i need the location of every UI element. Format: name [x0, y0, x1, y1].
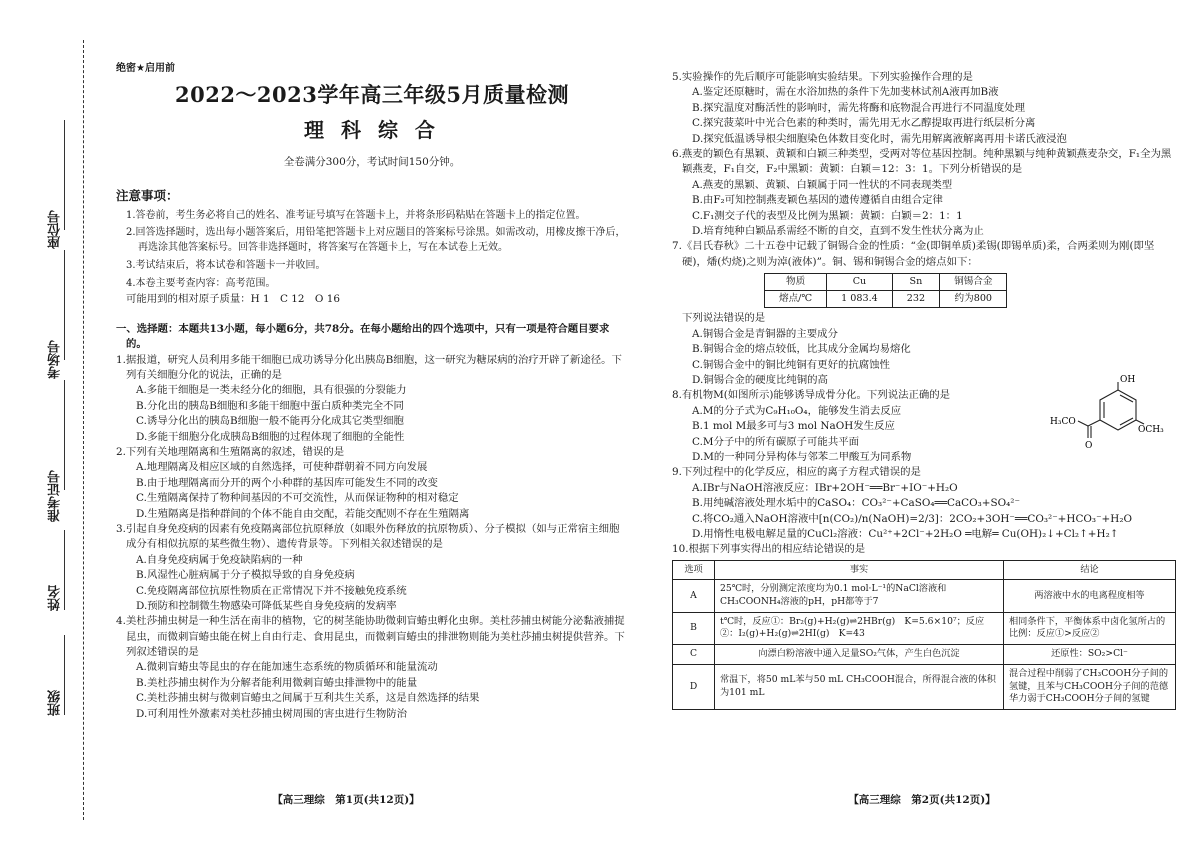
option: A.燕麦的黑颖、黄颖、白颖属于同一性状的不同表现类型: [692, 178, 953, 191]
option: B.分化出的胰岛B细胞和多能干细胞中蛋白质种类完全不同: [136, 399, 404, 412]
table-cell: 熔点/℃: [765, 291, 827, 308]
option: C.M分子中的所有碳原子可能共平面: [692, 435, 859, 448]
question-6: 6.燕麦的颖色有黑颖、黄颖和白颖三种类型，受两对等位基因控制。纯种黑颖与纯种黄颖燕麦杂交，F₁全为黑颖燕麦，F₁自交，F₂中黑颖：黄颖：白颖＝12：3：1。下列分析错误的是: [672, 147, 1172, 176]
option: D.用惰性电极电解足量的CuCl₂溶液：Cu²⁺+2Cl⁻+2H₂O ═电解═ Cu(OH)₂↓+Cl₂↑+H₂↑: [692, 527, 1119, 540]
table-cell: 232: [892, 291, 939, 308]
option: A.IBr与NaOH溶液反应：IBr+2OH⁻══Br⁻+IO⁻+H₂O: [692, 481, 958, 494]
option: D.生殖隔离是指种群间的个体不能自由交配，若能交配则不存在生殖隔离: [136, 507, 470, 520]
exam-title: 2022～2023学年高三年级5月质量检测: [174, 81, 569, 107]
option: C.探究菠菜叶中光合色素的种类时，需先用无水乙醇提取再进行纸层析分离: [692, 117, 1036, 130]
option: A.微刺盲蝽虫等昆虫的存在能加速生态系统的物质循环和能量流动: [136, 661, 438, 674]
option: B.美杜莎捕虫树作为分解者能利用微刺盲蝽虫排泄物中的能量: [136, 676, 418, 689]
option: A.M的分子式为C₉H₁₀O₄，能够发生消去反应: [692, 404, 902, 417]
secret-mark: 绝密★启用前: [116, 63, 175, 74]
page-2: [672, 70, 1176, 710]
binding-margin: [0, 0, 105, 849]
option: A.铜锡合金是青铜器的主要成分: [692, 327, 838, 340]
option: A.鉴定还原糖时，需在水浴加热的条件下先加斐林试剂A液再加B液: [692, 86, 999, 99]
melting-point-table: [764, 273, 1007, 308]
score-line: 全卷满分300分，考试时间150分钟。: [283, 156, 461, 169]
option: B.探究温度对酶活性的影响时，需先将酶和底物混合再进行不同温度处理: [692, 101, 1026, 114]
table-row: [673, 580, 1176, 612]
option: C.将CO₂通入NaOH溶液中[n(CO₂)/n(NaOH)=2/3]：2CO₂+3OH⁻══CO₃²⁻+HCO₃⁻+H₂O: [692, 512, 1133, 525]
option: B.用纯碱溶液处理水垢中的CaSO₄：CO₃²⁻+CaSO₄══CaCO₃+SO₄²⁻: [692, 497, 1020, 510]
option: B.1 mol M最多可与3 mol NaOH发生反应: [692, 420, 895, 433]
table-header-cell: 结论: [1004, 560, 1176, 580]
option: D.探究低温诱导根尖细胞染色体数目变化时，需先用解离液解离再用卡诺氏液浸泡: [692, 132, 1067, 145]
table-cell: B: [673, 612, 715, 644]
fold-line: [83, 40, 84, 820]
table-header-cell: 事实: [715, 560, 1004, 580]
table-cell: 常温下，将50 mL苯与50 mL CH₃COOH混合，所得混合液的体积为101 mL: [715, 664, 1004, 709]
mol-oh-label: OH: [1120, 375, 1136, 386]
question-9: 9.下列过程中的化学反应，相应的离子方程式错误的是: [672, 466, 921, 479]
option: D.铜锡合金的硬度比纯铜的高: [692, 374, 828, 387]
mol-ester-label: H₃CO: [1050, 417, 1076, 428]
atomic-masses: 可能用到的相对原子质量：H 1 C 12 O 16: [126, 293, 340, 306]
table-cell: 1 083.4: [827, 291, 893, 308]
table-cell: 向漂白粉溶液中通入足量SO₂气体，产生白色沉淀: [715, 645, 1004, 665]
option: D.M的一种同分异构体与邻苯二甲酸互为同系物: [692, 450, 912, 463]
option: B.由F₂可知控制燕麦颖色基因的遗传遵循自由组合定律: [692, 194, 943, 207]
exam-subject: 理 科 综 合: [304, 117, 440, 142]
question-lead: 下列说法错误的是: [682, 312, 766, 325]
table-header-cell: Cu: [827, 274, 893, 291]
mol-carbonyl-o: O: [1085, 441, 1093, 452]
ticket-label: 准考证号: [48, 470, 63, 522]
table-header-cell: 选项: [673, 560, 715, 580]
name-label: 姓名: [48, 585, 63, 611]
table-cell: 25℃时，分别测定浓度均为0.1 mol·L⁻¹的NaCl溶液和CH₃COONH₄溶液的pH，pH都等于7: [715, 580, 1004, 612]
option: C.铜锡合金中的铜比纯铜有更好的抗腐蚀性: [692, 358, 890, 371]
table-header-cell: 物质: [765, 274, 827, 291]
seat-label: 座位号: [48, 210, 63, 249]
mol-methoxy-label: OCH₃: [1138, 425, 1164, 436]
question-7: 7.《吕氏春秋》二十五卷中记载了铜锡合金的性质：“金(即铜单质)柔锡(即锡单质)柔，合两柔则为刚(即坚硬)，燔(灼烧)之则为淖(液体)”。铜、锡和铜锡合金的熔点如下：: [672, 240, 1155, 268]
section-heading: 一、选择题：本题共13小题，每小题6分，共78分。在每小题给出的四个选项中，只有一项是符合题目要求的。: [116, 322, 610, 351]
question-4: 4.美杜莎捕虫树是一种生活在南非的植物，它的树茎能协助微刺盲蝽虫孵化虫卵。美杜莎捕虫树能分泌黏液捕捉昆虫，而微刺盲蝽虫能在树上自由行走、食用昆虫，而微刺盲蝽虫的排泄物则能为美杜莎捕虫树提供营养。下列叙述错误的是: [116, 615, 625, 659]
class-label: 班级: [48, 690, 63, 716]
table-row: [673, 645, 1176, 665]
option: D.可利用性外激素对美杜莎捕虫树周围的害虫进行生物防治: [136, 707, 408, 720]
question-5: 5.实验操作的先后顺序可能影响实验结果。下列实验操作合理的是: [672, 71, 973, 83]
option: D.培育纯种白颖品系需经不断的自交，直到不发生性状分离为止: [692, 224, 984, 237]
question-2: 2.下列有关地理隔离和生殖隔离的叙述，错误的是: [116, 446, 345, 458]
option: C.F₁测交子代的表型及比例为黑颖：黄颖：白颖＝2：1：1: [692, 209, 963, 222]
option: C.诱导分化出的胰岛B细胞一般不能再分化成其它类型细胞: [136, 415, 404, 428]
table-row: [673, 664, 1176, 709]
table-row: [673, 612, 1176, 644]
notes-heading: 注意事项：: [116, 188, 179, 203]
option: D.多能干细胞分化成胰岛B细胞的过程体现了细胞的全能性: [136, 430, 405, 443]
table-header-cell: Sn: [892, 274, 939, 291]
page-1: [116, 62, 628, 722]
table-cell: 两溶液中水的电离程度相等: [1004, 580, 1176, 612]
table-cell: 混合过程中削弱了CH₃COOH分子间的氢键，且苯与CH₃COOH分子间的范德华力弱于CH₃COOH分子间的氢键: [1004, 664, 1176, 709]
table-cell: C: [673, 645, 715, 665]
table-header-cell: 铜锡合金: [940, 274, 1007, 291]
exam-room-label: 考场号: [48, 340, 63, 379]
facts-conclusions-table: [672, 560, 1176, 710]
table-cell: A: [673, 580, 715, 612]
option: A.多能干细胞是一类未经分化的细胞，具有很强的分裂能力: [136, 384, 407, 397]
page-1-footer: 【高三理综 第1页(共12页)】: [272, 794, 420, 806]
note-item: 3.考试结束后，将本试卷和答题卡一并收回。: [126, 259, 326, 271]
table-cell: D: [673, 664, 715, 709]
option: B.风湿性心脏病属于分子模拟导致的自身免疫病: [136, 569, 355, 582]
molecule-structure: [1048, 374, 1166, 456]
table-cell: 相同条件下，平衡体系中卤化氢所占的比例：反应①>反应②: [1004, 612, 1176, 644]
option: D.预防和控制微生物感染可降低某些自身免疫病的发病率: [136, 599, 397, 612]
table-cell: t℃时，反应①：Br₂(g)+H₂(g)⇌2HBr(g) K=5.6×10⁷；反应②：I₂(g)+H₂(g)⇌2HI(g) K=43: [715, 612, 1004, 644]
table-cell: 还原性：SO₂>Cl⁻: [1004, 645, 1176, 665]
option: C.美杜莎捕虫树与微刺盲蝽虫之间属于互利共生关系，这是自然选择的结果: [136, 692, 480, 705]
option: C.免疫隔离部位抗原性物质在正常情况下并不接触免疫系统: [136, 584, 407, 597]
option: B.由于地理隔离而分开的两个小种群的基因库可能发生不同的改变: [136, 476, 438, 489]
question-10: 10.根据下列事实得出的相应结论错误的是: [672, 543, 866, 556]
note-item: 2.回答选择题时，选出每小题答案后，用铅笔把答题卡上对应题目的答案标号涂黑。如需改动，用橡皮擦干净后，再选涂其他答案标号。回答非选择题时，将答案写在答题卡上，写在本试卷上无效。: [126, 227, 626, 254]
page-2-footer: 【高三理综 第2页(共12页)】: [848, 794, 996, 806]
option: B.铜锡合金的熔点较低，比其成分金属均易熔化: [692, 343, 911, 356]
note-item: 4.本卷主要考查内容：高考范围。: [126, 277, 276, 289]
question-1: 1.据报道，研究人员利用多能干细胞已成功诱导分化出胰岛B细胞，这一研究为糖尿病的治疗开辟了新途径。下列有关细胞分化的说法，正确的是: [116, 353, 622, 382]
option: A.自身免疫病属于免疫缺陷病的一种: [136, 553, 303, 566]
question-3: 3.引起自身免疫病的因素有免疫隔离部位抗原释放（如眼外伤释放的抗原物质）、分子模拟（如与正常宿主细胞成分有相似抗原的某些微生物）、遗传背景等。下列相关叙述错误的是: [116, 522, 620, 551]
note-item: 1.答卷前，考生务必将自己的姓名、准考证号填写在答题卡上，并将条形码粘贴在答题卡上的指定位置。: [126, 209, 586, 221]
question-8: 8.有机物M(如图所示)能够诱导成骨分化。下列说法正确的是: [672, 389, 951, 402]
option: A.地理隔离及相应区域的自然选择，可使种群朝着不同方向发展: [136, 461, 428, 474]
table-cell: 约为800: [940, 291, 1007, 308]
option: C.生殖隔离保持了物种间基因的不可交流性，从而保证物种的相对稳定: [136, 492, 459, 505]
